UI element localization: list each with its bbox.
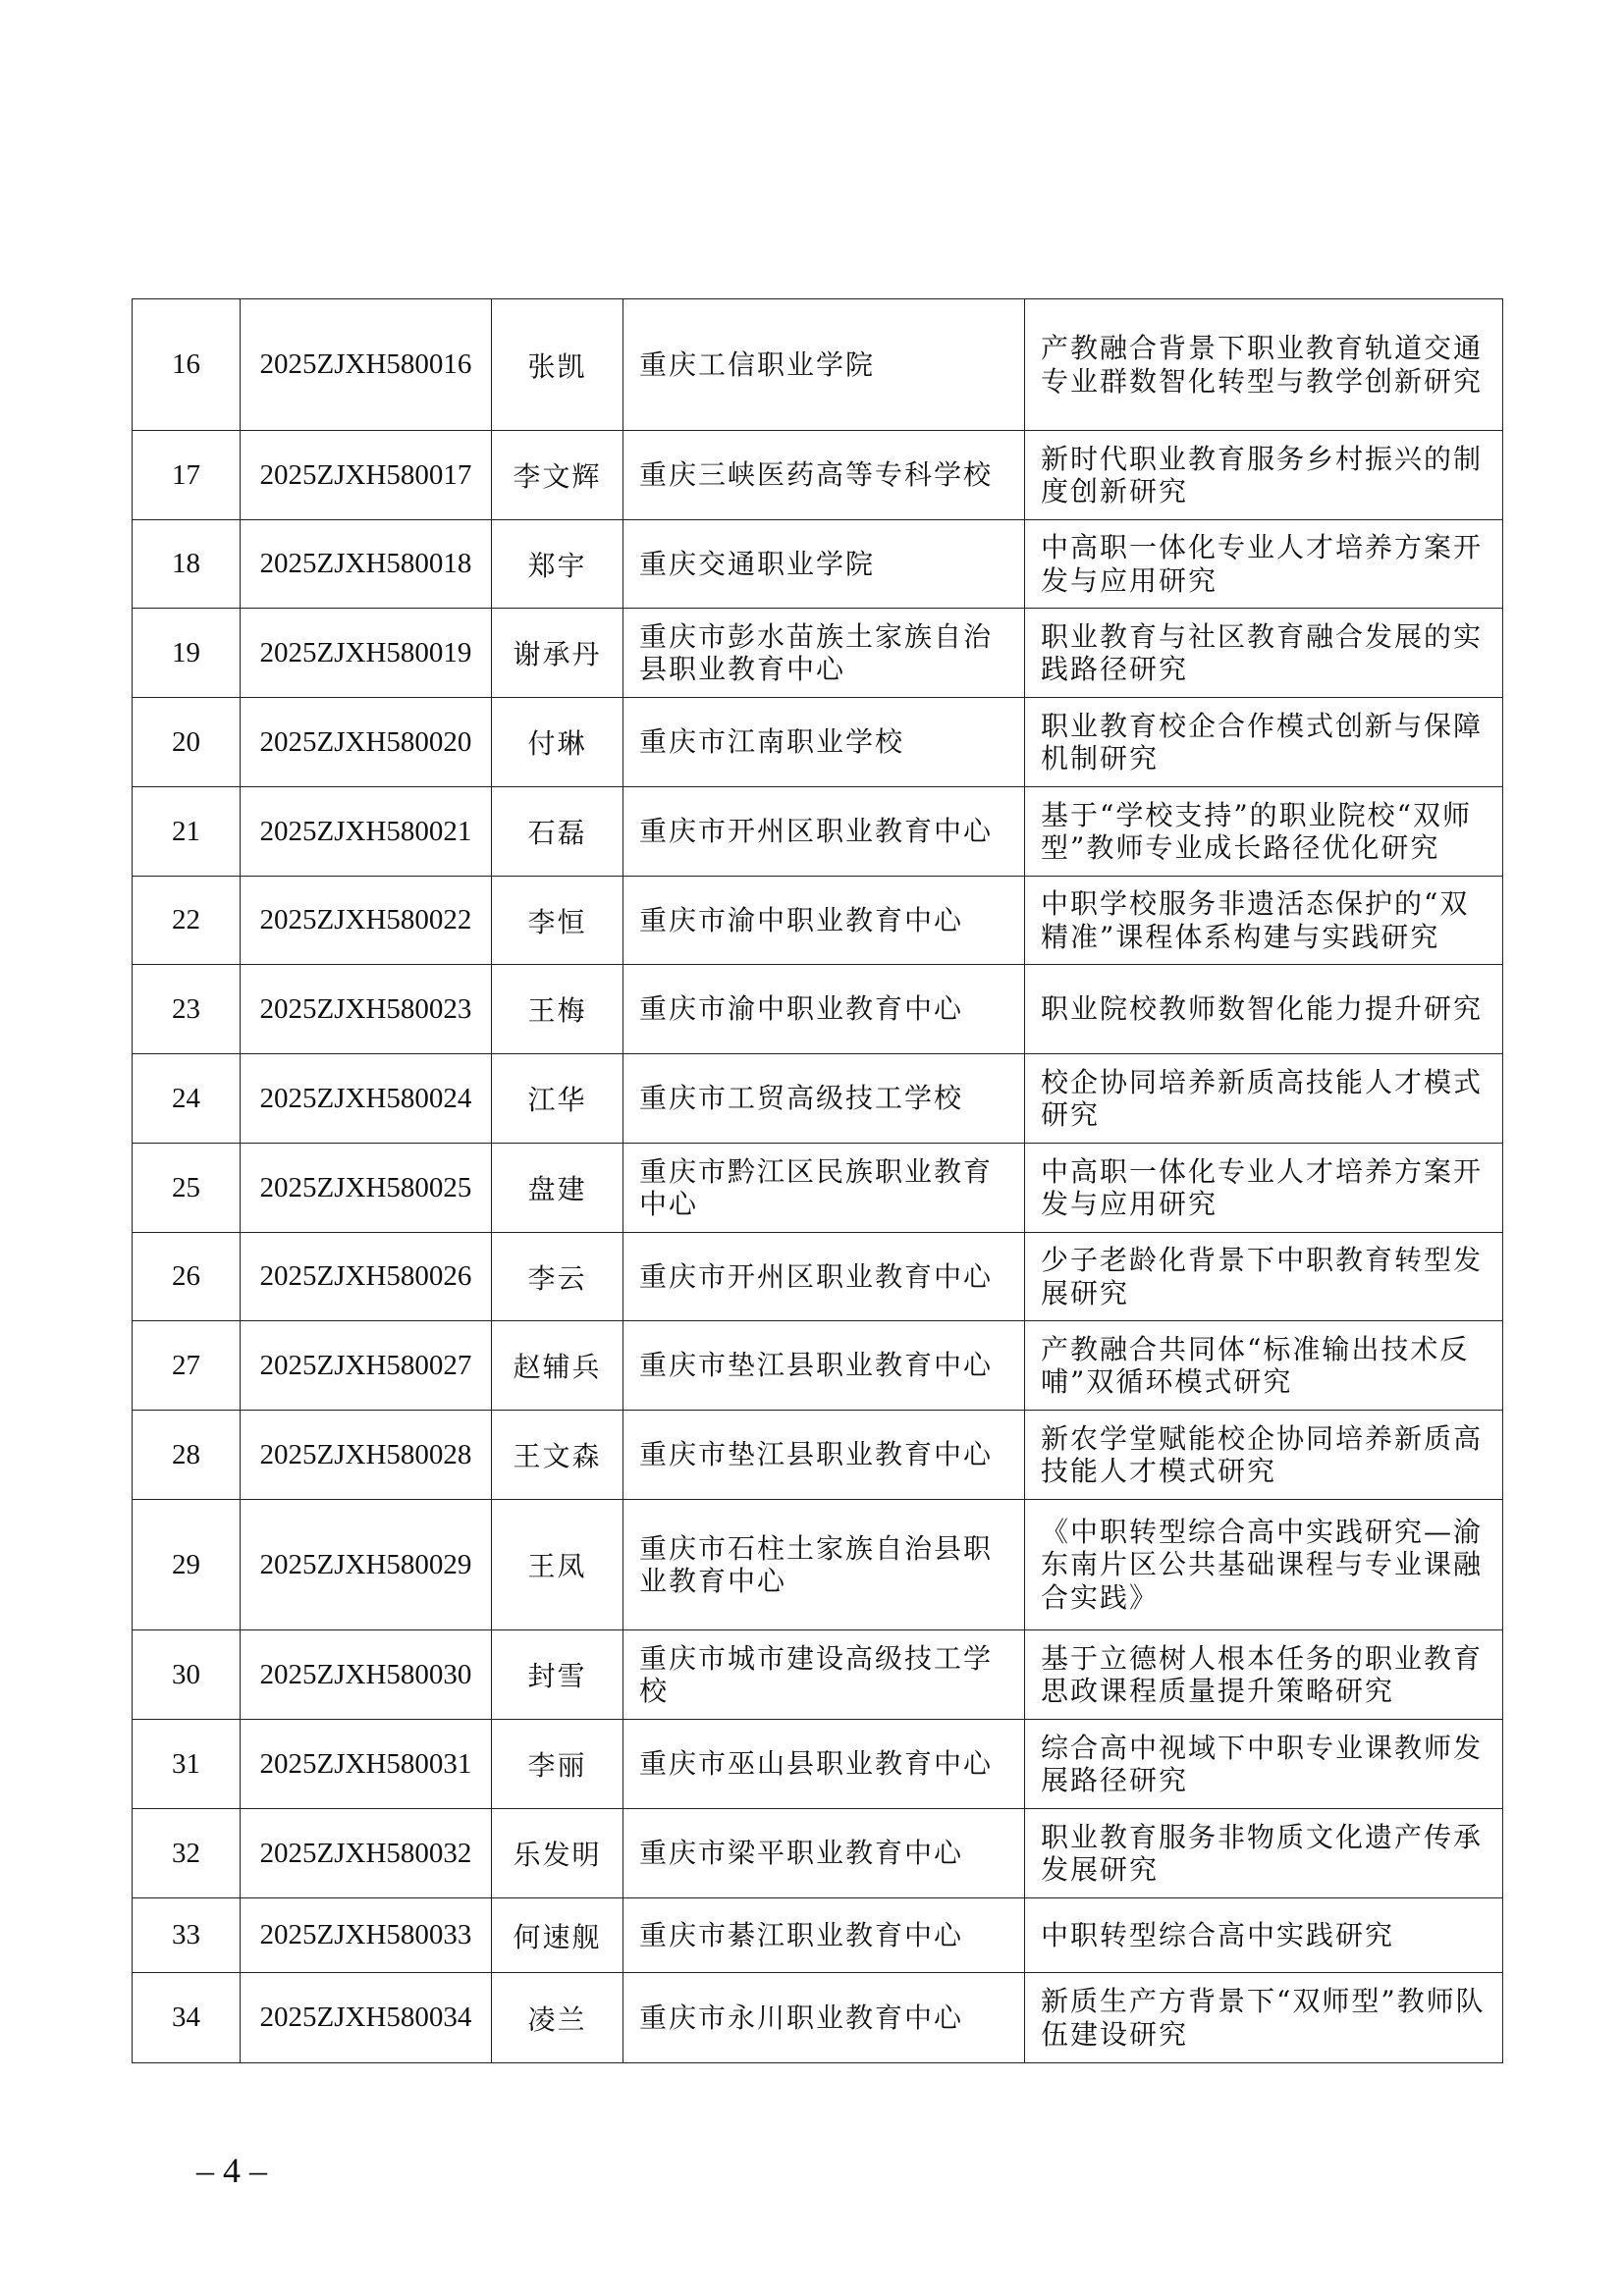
- unit-name: 重庆市永川职业教育中心: [623, 1973, 1025, 2063]
- project-code: 2025ZJXH580018: [241, 520, 492, 609]
- table-row: [133, 1233, 1503, 1321]
- person-name: 王梅: [492, 965, 623, 1054]
- project-code: 2025ZJXH580028: [241, 1411, 492, 1500]
- unit-name: 重庆三峡医药高等专科学校: [623, 431, 1025, 520]
- project-code: 2025ZJXH580019: [241, 609, 492, 698]
- row-number: 32: [133, 1809, 241, 1898]
- table-row: [133, 1898, 1503, 1973]
- row-number: 25: [133, 1144, 241, 1233]
- project-code: 2025ZJXH580027: [241, 1321, 492, 1411]
- project-code: 2025ZJXH580026: [241, 1233, 492, 1321]
- person-name: 郑宇: [492, 520, 623, 609]
- table-row: [133, 877, 1503, 965]
- project-title: 职业教育校企合作模式创新与保障机制研究: [1025, 698, 1503, 787]
- person-name: 谢承丹: [492, 609, 623, 698]
- person-name: 李云: [492, 1233, 623, 1321]
- table-row: [133, 1809, 1503, 1898]
- row-number: 24: [133, 1054, 241, 1144]
- person-name: 乐发明: [492, 1809, 623, 1898]
- project-code: 2025ZJXH580032: [241, 1809, 492, 1898]
- row-number: 28: [133, 1411, 241, 1500]
- project-code: 2025ZJXH580025: [241, 1144, 492, 1233]
- project-title: 产教融合背景下职业教育轨道交通专业群数智化转型与教学创新研究: [1025, 299, 1503, 431]
- row-number: 19: [133, 609, 241, 698]
- project-title: 基于立德树人根本任务的职业教育思政课程质量提升策略研究: [1025, 1630, 1503, 1720]
- table-row: [133, 1144, 1503, 1233]
- row-number: 18: [133, 520, 241, 609]
- row-number: 17: [133, 431, 241, 520]
- project-title: 综合高中视域下中职专业课教师发展路径研究: [1025, 1720, 1503, 1809]
- person-name: 赵辅兵: [492, 1321, 623, 1411]
- person-name: 李文辉: [492, 431, 623, 520]
- row-number: 23: [133, 965, 241, 1054]
- unit-name: 重庆市渝中职业教育中心: [623, 965, 1025, 1054]
- project-code: 2025ZJXH580031: [241, 1720, 492, 1809]
- table-row: [133, 1500, 1503, 1630]
- table-row: [133, 787, 1503, 877]
- project-title: 职业教育服务非物质文化遗产传承发展研究: [1025, 1809, 1503, 1898]
- unit-name: 重庆市石柱土家族自治县职业教育中心: [623, 1500, 1025, 1630]
- person-name: 盘建: [492, 1144, 623, 1233]
- unit-name: 重庆市綦江职业教育中心: [623, 1898, 1025, 1973]
- project-title: 职业院校教师数智化能力提升研究: [1025, 965, 1503, 1054]
- row-number: 26: [133, 1233, 241, 1321]
- person-name: 王凤: [492, 1500, 623, 1630]
- unit-name: 重庆市巫山县职业教育中心: [623, 1720, 1025, 1809]
- project-code: 2025ZJXH580033: [241, 1898, 492, 1973]
- row-number: 16: [133, 299, 241, 431]
- person-name: 凌兰: [492, 1973, 623, 2063]
- unit-name: 重庆市江南职业学校: [623, 698, 1025, 787]
- row-number: 31: [133, 1720, 241, 1809]
- table-row: [133, 609, 1503, 698]
- table-row: [133, 698, 1503, 787]
- person-name: 李丽: [492, 1720, 623, 1809]
- project-title: 职业教育与社区教育融合发展的实践路径研究: [1025, 609, 1503, 698]
- project-title: 新质生产方背景下“双师型”教师队伍建设研究: [1025, 1973, 1503, 2063]
- person-name: 封雪: [492, 1630, 623, 1720]
- unit-name: 重庆市渝中职业教育中心: [623, 877, 1025, 965]
- project-title: 中职转型综合高中实践研究: [1025, 1898, 1503, 1973]
- project-code: 2025ZJXH580024: [241, 1054, 492, 1144]
- table-row: [133, 431, 1503, 520]
- table-row: [133, 1321, 1503, 1411]
- project-title: 中职学校服务非遗活态保护的“双精准”课程体系构建与实践研究: [1025, 877, 1503, 965]
- project-code: 2025ZJXH580020: [241, 698, 492, 787]
- project-title: 《中职转型综合高中实践研究—渝东南片区公共基础课程与专业课融合实践》: [1025, 1500, 1503, 1630]
- project-title: 新农学堂赋能校企协同培养新质高技能人才模式研究: [1025, 1411, 1503, 1500]
- person-name: 张凯: [492, 299, 623, 431]
- unit-name: 重庆市黔江区民族职业教育中心: [623, 1144, 1025, 1233]
- person-name: 江华: [492, 1054, 623, 1144]
- table-row: [133, 965, 1503, 1054]
- unit-name: 重庆市垫江县职业教育中心: [623, 1321, 1025, 1411]
- project-title: 中高职一体化专业人才培养方案开发与应用研究: [1025, 1144, 1503, 1233]
- person-name: 石磊: [492, 787, 623, 877]
- person-name: 王文森: [492, 1411, 623, 1500]
- row-number: 27: [133, 1321, 241, 1411]
- row-number: 34: [133, 1973, 241, 2063]
- row-number: 30: [133, 1630, 241, 1720]
- page-number: – 4 –: [196, 2151, 267, 2190]
- project-code: 2025ZJXH580016: [241, 299, 492, 431]
- unit-name: 重庆市城市建设高级技工学校: [623, 1630, 1025, 1720]
- project-code: 2025ZJXH580021: [241, 787, 492, 877]
- project-title: 新时代职业教育服务乡村振兴的制度创新研究: [1025, 431, 1503, 520]
- project-code: 2025ZJXH580034: [241, 1973, 492, 2063]
- unit-name: 重庆市垫江县职业教育中心: [623, 1411, 1025, 1500]
- table-row: [133, 1411, 1503, 1500]
- table-row: [133, 299, 1503, 431]
- project-title: 中高职一体化专业人才培养方案开发与应用研究: [1025, 520, 1503, 609]
- unit-name: 重庆交通职业学院: [623, 520, 1025, 609]
- project-title: 基于“学校支持”的职业院校“双师型”教师专业成长路径优化研究: [1025, 787, 1503, 877]
- row-number: 20: [133, 698, 241, 787]
- row-number: 21: [133, 787, 241, 877]
- table-row: [133, 1720, 1503, 1809]
- unit-name: 重庆市开州区职业教育中心: [623, 1233, 1025, 1321]
- unit-name: 重庆市梁平职业教育中心: [623, 1809, 1025, 1898]
- project-code: 2025ZJXH580029: [241, 1500, 492, 1630]
- row-number: 29: [133, 1500, 241, 1630]
- table-row: [133, 1630, 1503, 1720]
- unit-name: 重庆市彭水苗族土家族自治县职业教育中心: [623, 609, 1025, 698]
- unit-name: 重庆市工贸高级技工学校: [623, 1054, 1025, 1144]
- project-title: 产教融合共同体“标准输出技术反哺”双循环模式研究: [1025, 1321, 1503, 1411]
- unit-name: 重庆工信职业学院: [623, 299, 1025, 431]
- project-code: 2025ZJXH580023: [241, 965, 492, 1054]
- row-number: 33: [133, 1898, 241, 1973]
- person-name: 李恒: [492, 877, 623, 965]
- project-title: 少子老龄化背景下中职教育转型发展研究: [1025, 1233, 1503, 1321]
- project-title: 校企协同培养新质高技能人才模式研究: [1025, 1054, 1503, 1144]
- person-name: 何速舰: [492, 1898, 623, 1973]
- table-row: [133, 520, 1503, 609]
- project-code: 2025ZJXH580030: [241, 1630, 492, 1720]
- project-code: 2025ZJXH580017: [241, 431, 492, 520]
- project-list-table: [132, 298, 1503, 2063]
- project-code: 2025ZJXH580022: [241, 877, 492, 965]
- person-name: 付琳: [492, 698, 623, 787]
- table-row: [133, 1054, 1503, 1144]
- table-row: [133, 1973, 1503, 2063]
- unit-name: 重庆市开州区职业教育中心: [623, 787, 1025, 877]
- row-number: 22: [133, 877, 241, 965]
- table-body: [133, 299, 1503, 2063]
